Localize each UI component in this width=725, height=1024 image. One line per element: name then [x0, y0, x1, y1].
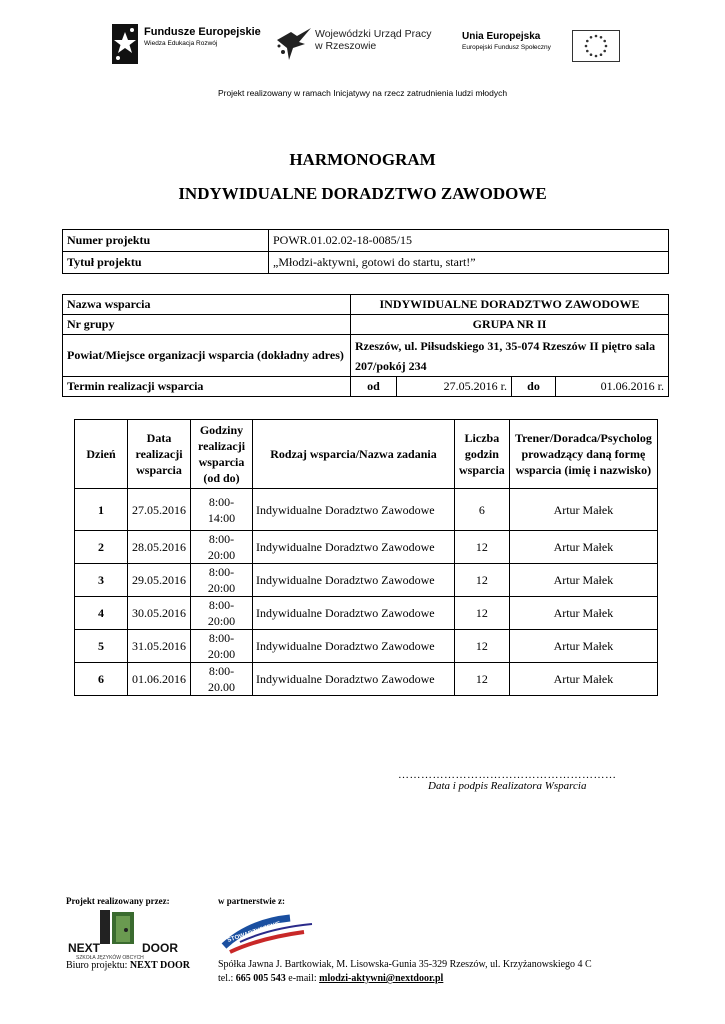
unia-europejska-logo	[462, 22, 622, 70]
support-place-label: Powiat/Miejsce organizacji wsparcia (dokładny adres)	[63, 335, 351, 377]
row-hours-from: 8:00-	[208, 631, 235, 645]
row-hours	[191, 564, 253, 597]
project-number-row	[63, 230, 669, 252]
project-title-label: Tytuł projektu	[63, 252, 269, 274]
row-hours	[191, 489, 253, 531]
row-hours-from: 8:00-	[208, 532, 235, 546]
row-hours	[191, 663, 253, 696]
page-subtitle: INDYWIDUALNE DORADZTWO ZAWODOWE	[178, 184, 547, 203]
row-trainer: Artur Małek	[509, 663, 657, 696]
email-link[interactable]: mlodzi-aktywni@nextdoor.pl	[319, 973, 444, 984]
row-hours-from: 8:00-	[208, 565, 235, 579]
row-hours	[191, 597, 253, 630]
support-name-label: Nazwa wsparcia	[63, 295, 351, 315]
schedule-header-row	[75, 420, 658, 489]
support-group-value: GRUPA NR II	[351, 315, 669, 335]
ue-title: Unia Europejska	[462, 31, 541, 42]
svg-text:DOOR: DOOR	[142, 941, 178, 955]
project-title-value: „Młodzi-aktywni, gotowi do startu, start!”	[269, 252, 669, 274]
row-date: 31.05.2016	[128, 630, 191, 663]
support-term-row	[63, 377, 669, 397]
row-count: 12	[455, 663, 510, 696]
row-hours	[191, 531, 253, 564]
svg-text:SZKOŁA JĘZYKÓW OBCYCH: SZKOŁA JĘZYKÓW OBCYCH	[76, 955, 144, 961]
row-day: 5	[75, 630, 128, 663]
row-hours-to: 20:00	[207, 647, 236, 661]
support-group-label: Nr grupy	[63, 315, 351, 335]
row-trainer: Artur Małek	[509, 564, 657, 597]
header-day: Dzień	[75, 420, 128, 489]
row-hours-to: 14:00	[207, 510, 236, 525]
signature-label: Data i podpis Realizatora Wsparcia	[428, 780, 587, 792]
row-type: Indywidualne Doradztwo Zawodowe	[253, 489, 455, 531]
row-trainer: Artur Małek	[509, 630, 657, 663]
row-type: Indywidualne Doradztwo Zawodowe	[253, 564, 455, 597]
wup-line1: Wojewódzki Urząd Pracy	[315, 28, 432, 40]
support-table	[62, 294, 669, 397]
row-type: Indywidualne Doradztwo Zawodowe	[253, 630, 455, 663]
row-date: 01.06.2016	[128, 663, 191, 696]
support-name-row	[63, 295, 669, 315]
wup-bird-icon	[275, 22, 313, 62]
row-count: 12	[455, 630, 510, 663]
row-count: 12	[455, 597, 510, 630]
initiative-note: Projekt realizowany w ramach Inicjatywy na rzecz zatrudnienia ludzi młodych	[217, 88, 508, 98]
header-count: Liczba godzin wsparcia	[455, 420, 510, 489]
realized-by-label: Projekt realizowany przez:	[66, 896, 170, 906]
term-to-value: 01.06.2016 r.	[556, 377, 669, 397]
row-hours-from: 8:00-	[208, 494, 235, 509]
row-hours-to: 20.00	[208, 680, 235, 694]
term-to-label: do	[512, 377, 556, 397]
row-hours-from: 8:00-	[208, 664, 235, 678]
svg-text:NEXT: NEXT	[68, 941, 101, 955]
row-day: 1	[75, 489, 128, 531]
row-date: 30.05.2016	[128, 597, 191, 630]
row-hours-to: 20:00	[207, 581, 236, 595]
header-hours: Godziny realizacji wsparcia (od do)	[191, 420, 253, 489]
row-type: Indywidualne Doradztwo Zawodowe	[253, 531, 455, 564]
project-number-value: POWR.01.02.02-18-0085/15	[269, 230, 669, 252]
term-from-label: od	[351, 377, 397, 397]
row-type: Indywidualne Doradztwo Zawodowe	[253, 597, 455, 630]
next-door-logo	[66, 906, 182, 962]
partnership-label: w partnerstwie z:	[218, 896, 285, 906]
page-title: HARMONOGRAM	[289, 150, 436, 169]
table-row	[75, 564, 658, 597]
support-place-row	[63, 335, 669, 377]
row-count: 6	[455, 489, 510, 531]
support-term-label: Termin realizacji wsparcia	[63, 377, 351, 397]
row-hours-to: 20:00	[207, 614, 236, 628]
support-place-line2: 207/pokój 234	[355, 358, 427, 373]
row-date: 29.05.2016	[128, 564, 191, 597]
signature-line: …………………………………………………	[398, 769, 617, 781]
project-table	[62, 229, 669, 274]
row-count: 12	[455, 531, 510, 564]
header-date: Data realizacji wsparcia	[128, 420, 191, 489]
wup-line2: w Rzeszowie	[315, 40, 377, 52]
email-label: e-mail:	[288, 973, 317, 984]
row-type: Indywidualne Doradztwo Zawodowe	[253, 663, 455, 696]
row-trainer: Artur Małek	[509, 597, 657, 630]
row-day: 2	[75, 531, 128, 564]
project-number-label: Numer projektu	[63, 230, 269, 252]
row-hours-to: 20:00	[207, 548, 236, 562]
support-place-line1: Rzeszów, ul. Piłsudskiego 31, 35-074 Rzeszów II piętro sala	[355, 338, 656, 353]
project-title-row	[63, 252, 669, 274]
header-trainer: Trener/Doradca/Psycholog prowadzący daną formę wsparcia (imię i nazwisko)	[509, 420, 657, 489]
table-row	[75, 663, 658, 696]
term-from-value: 27.05.2016 r.	[397, 377, 512, 397]
fe-subtitle: Wiedza Edukacja Rozwój	[144, 40, 218, 47]
fe-star-icon	[112, 22, 140, 66]
bureau-value: NEXT DOOR	[129, 960, 190, 971]
fundusze-europejskie-logo	[112, 22, 262, 70]
project-bureau	[66, 960, 190, 971]
table-row	[75, 531, 658, 564]
row-day: 6	[75, 663, 128, 696]
eu-flag-icon	[572, 30, 620, 62]
schedule-table	[74, 419, 658, 696]
logo-bar	[0, 22, 725, 70]
contact-line	[218, 972, 592, 986]
row-date: 28.05.2016	[128, 531, 191, 564]
row-day: 3	[75, 564, 128, 597]
support-group-row	[63, 315, 669, 335]
bureau-label: Biuro projektu:	[66, 960, 128, 971]
row-date: 27.05.2016	[128, 489, 191, 531]
row-day: 4	[75, 597, 128, 630]
tel-value: 665 005 543	[235, 973, 286, 984]
row-count: 12	[455, 564, 510, 597]
header-type: Rodzaj wsparcia/Nazwa zadania	[253, 420, 455, 489]
support-name-value: INDYWIDUALNE DORADZTWO ZAWODOWE	[351, 295, 669, 315]
row-trainer: Artur Małek	[509, 489, 657, 531]
row-hours-from: 8:00-	[208, 598, 235, 612]
address-block	[218, 958, 592, 986]
row-hours	[191, 630, 253, 663]
stowarzyszenie-logo	[220, 912, 320, 956]
table-row	[75, 630, 658, 663]
ue-subtitle: Europejski Fundusz Społeczny	[462, 44, 551, 51]
table-row	[75, 597, 658, 630]
table-row	[75, 489, 658, 531]
tel-label: tel.:	[218, 973, 234, 984]
address-line: Spółka Jawna J. Bartkowiak, M. Lisowska-Gunia 35-329 Rzeszów, ul. Krzyżanowskiego 4 C	[218, 959, 592, 970]
fe-title: Fundusze Europejskie	[144, 26, 261, 38]
row-trainer: Artur Małek	[509, 531, 657, 564]
svg-text:STOWARZYSZENIE: STOWARZYSZENIE	[226, 921, 282, 944]
support-place-value	[351, 335, 669, 377]
wup-logo	[275, 22, 445, 70]
